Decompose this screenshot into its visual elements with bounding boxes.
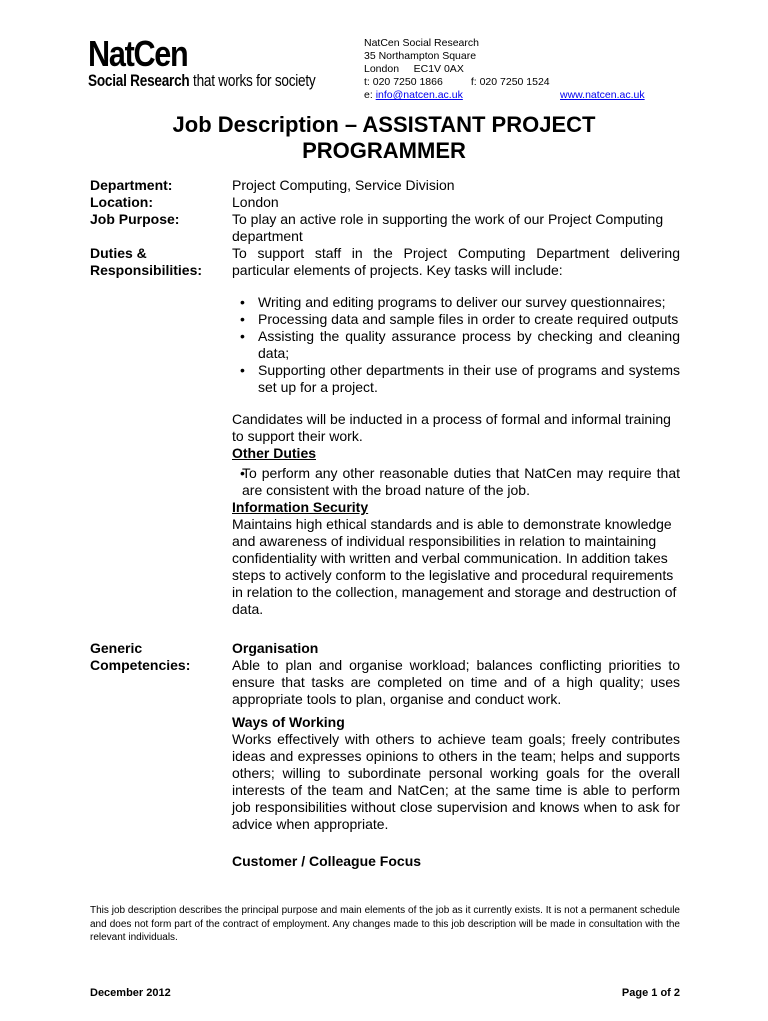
row-department — [90, 177, 680, 194]
value-department: Project Computing, Service Division — [232, 177, 455, 193]
label-department: Department: — [90, 177, 173, 193]
website-link[interactable]: www.natcen.ac.uk — [560, 89, 645, 101]
page-footer — [90, 987, 680, 1021]
row-location — [90, 194, 680, 211]
fax: f: 020 7250 1524 — [470, 76, 550, 88]
list-item: • Writing and editing programs to deliver our survey questionnaires; — [232, 294, 680, 311]
other-duties-heading: Other Duties — [232, 445, 317, 461]
ways-heading: Ways of Working — [232, 714, 345, 730]
label-duties-1: Duties & — [90, 245, 147, 261]
duties-content — [232, 245, 680, 618]
row-job-purpose — [90, 211, 680, 245]
footer-date: December 2012 — [90, 986, 171, 999]
duties-list — [232, 294, 680, 396]
disclaimer: This job description describes the principal purpose and main elements of the job as it currently exists. It is not a permanent schedule and does not form part of the contract of employment. Any changes made to this job description will be made in consultation with the relevant individuals. — [90, 905, 680, 943]
value-job-purpose: To play an active role in supporting the work of our Project Computing department — [232, 211, 664, 244]
email-prefix: e: — [364, 89, 376, 101]
label-duties — [90, 245, 232, 618]
street: 35 Northampton Square — [364, 50, 477, 62]
organisation-text: Able to plan and organise workload; balances conflicting priorities to ensure that tasks are completed on time and of a high quality; uses appropriate tools to plan, organise and conduct work. — [232, 657, 680, 707]
value-location: London — [232, 194, 279, 210]
email-link[interactable]: info@natcen.ac.uk — [375, 89, 463, 101]
list-item: • Assisting the quality assurance process by checking and cleaning data; — [232, 328, 680, 362]
label-generic-2: Competencies: — [90, 657, 191, 673]
tagline-bold: Social Research — [88, 71, 190, 90]
label-job-purpose: Job Purpose: — [90, 211, 180, 227]
list-item: • To perform any other reasonable duties that NatCen may require that are consistent with the broad nature of the job. — [232, 465, 680, 499]
label-location: Location: — [90, 194, 153, 210]
org-name: NatCen Social Research — [364, 37, 479, 49]
row-generic — [90, 640, 680, 870]
row-duties — [90, 245, 680, 618]
info-security-text: Maintains high ethical standards and is able to demonstrate knowledge and awareness of individual responsibilities in relation to maintaining confidentiality with written and verbal communication. In addition takes steps to actively conform to the legislative and procedural requirements in relation to the collection, management and storage and destruction of data. — [232, 516, 677, 617]
label-generic-1: Generic — [90, 640, 143, 656]
competencies-content — [232, 640, 680, 870]
title-line-1: Job Description – ASSISTANT PROJECT — [172, 112, 596, 137]
city: London EC1V 0AX — [364, 63, 464, 75]
organisation-heading: Organisation — [232, 640, 319, 656]
label-duties-2: Responsibilities: — [90, 262, 203, 278]
natcen-logo: NatCen — [88, 33, 188, 74]
tagline-rest: that works for society — [189, 71, 316, 90]
info-security-heading: Information Security — [232, 499, 369, 515]
phone: t: 020 7250 1866 — [364, 76, 443, 88]
list-item: • Supporting other departments in their use of programs and systems set up for a project. — [232, 362, 680, 396]
customer-heading: Customer / Colleague Focus — [232, 853, 422, 869]
value-duties: To support staff in the Project Computing Department delivering particular elements of projects. Key tasks will include: — [232, 245, 680, 278]
other-duties-list — [232, 465, 680, 499]
ways-text: Works effectively with others to achieve team goals; freely contributes ideas and expresses opinions to others in the team; helps and supports others; willing to subordinate personal working goals for the overall interests of the team and NatCen; at the same time is able to perform job responsibilities without close supervision and knows when to ask for advice when appropriate. — [232, 731, 680, 832]
page-number: Page 1 of 2 — [621, 986, 680, 999]
title-line-2: PROGRAMMER — [302, 138, 466, 163]
list-item: • Processing data and sample files in order to create required outputs — [232, 311, 680, 328]
candidates-text: Candidates will be inducted in a process of formal and informal training to support their work. — [232, 411, 671, 444]
label-generic — [90, 640, 232, 870]
